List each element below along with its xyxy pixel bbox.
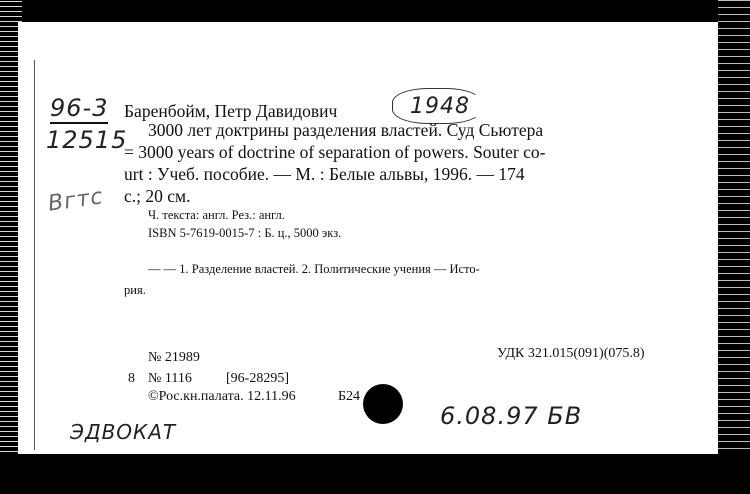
title-line-3: urt : Учеб. пособие. — М. : Белые альвы, 1996. — 174 <box>124 164 525 184</box>
language-note: Ч. текста: англ. Рез.: англ. <box>148 208 285 222</box>
handwritten-year: 1948 <box>410 94 470 119</box>
author-heading: Баренбойм, Петр Давидович <box>124 101 338 121</box>
udk-code: УДК 321.015(091)(075.8) <box>497 346 645 361</box>
isbn-line: ISBN 5-7619-0015-7 : Б. ц., 5000 экз. <box>148 226 342 240</box>
record-number: № 21989 <box>148 350 200 365</box>
handwritten-date-note: 6.08.97 БВ <box>440 402 583 430</box>
book-chamber-line: ©Рос.кн.палата. 12.11.96 <box>148 389 296 404</box>
call-number-top: 96-3 <box>50 94 109 122</box>
card-margin-line <box>34 60 35 450</box>
title-line-1: 3000 лет доктрины разделения властей. Суд Сьютера <box>148 120 544 140</box>
scan-bottom-band <box>0 452 750 494</box>
ink-blot <box>363 384 403 424</box>
title-line-2: = 3000 years of doctrine of separation of powers. Souter co- <box>124 142 546 162</box>
series-number: № 1116 <box>148 371 192 386</box>
series-code: [96-28295] <box>226 371 289 386</box>
series-prefix: 8 <box>128 371 135 386</box>
call-number-bottom: 12515 <box>46 126 128 154</box>
handwritten-bottom-left: ЭДВОКАТ <box>70 420 177 444</box>
left-scribble: Вгтс <box>46 184 106 217</box>
subjects-line-2: рия. <box>124 283 146 297</box>
subjects-line-1: — — 1. Разделение властей. 2. Политические учения — Исто- <box>148 262 480 276</box>
title-line-4: с.; 20 см. <box>124 186 191 206</box>
book-chamber-tail: Б24 <box>338 389 361 404</box>
scan-edge-right <box>718 0 750 494</box>
